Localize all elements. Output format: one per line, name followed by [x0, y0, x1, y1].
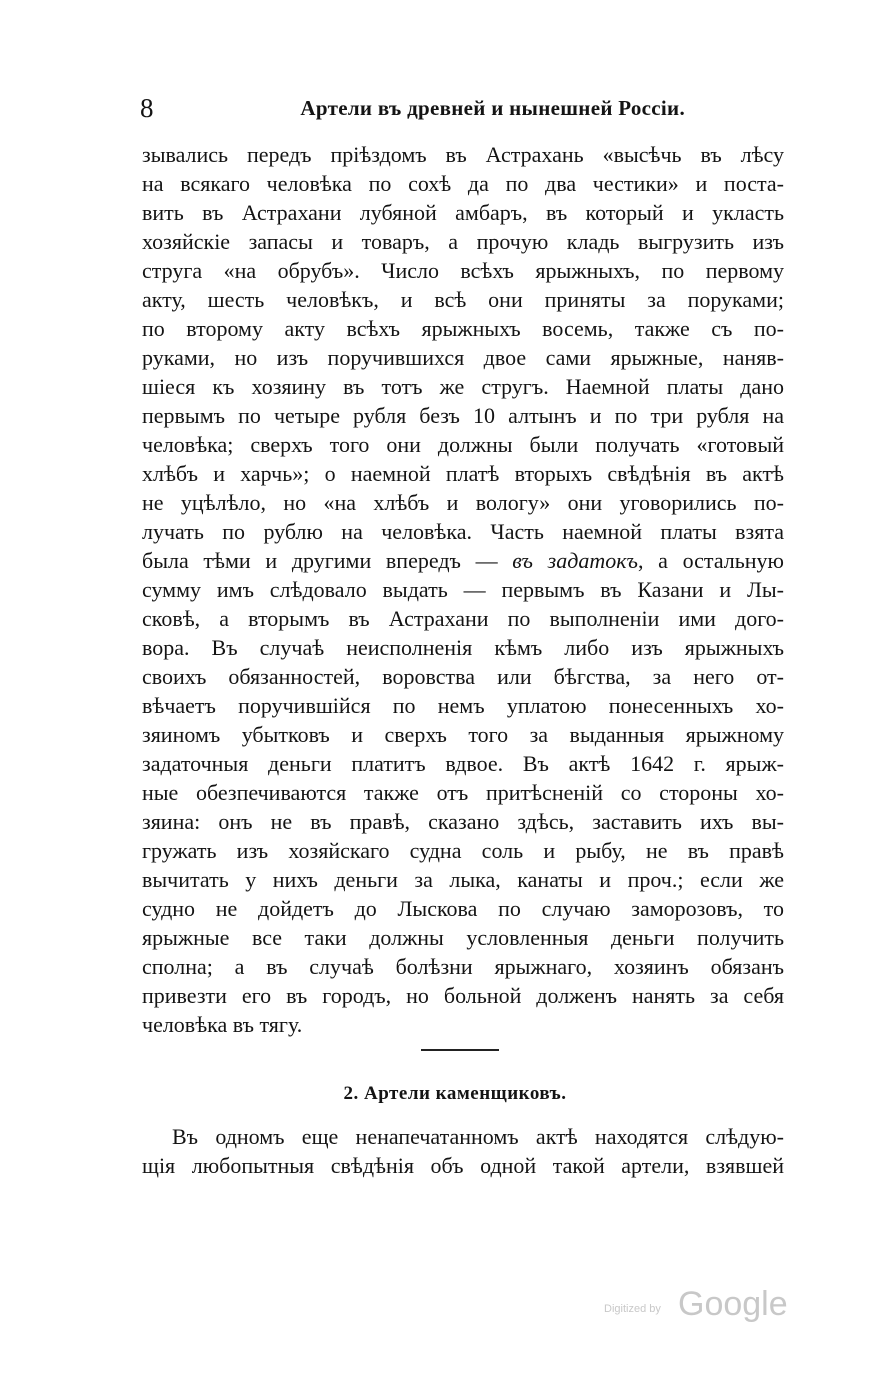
- text-line: своихъ обязанностей, воровства или бѣгства, за него от-: [142, 664, 784, 689]
- text-line: на всякаго человѣка по сохѣ да по два честики» и поста-: [142, 171, 784, 196]
- text-line: хлѣбъ и харчь»; о наемной платѣ вторыхъ свѣдѣнiя въ актѣ: [142, 461, 784, 486]
- text-line: привезти его въ городъ, но больной долженъ нанять за себя: [142, 983, 784, 1008]
- text-line: человѣка; сверхъ того они должны были получать «готовый: [142, 432, 784, 457]
- running-head: Артели въ древней и нынешней Россiи.: [300, 96, 685, 120]
- section-paragraph: [142, 1122, 784, 1180]
- text-line: человѣка въ тягу.: [142, 1012, 303, 1037]
- text-line: струга «на обрубъ». Число всѣхъ ярыжныхъ, по первому: [142, 258, 784, 283]
- text-line: акту, шесть человѣкъ, и всѣ они приняты за поруками;: [142, 287, 784, 312]
- text-line: судно не дойдетъ до Лыскова по случаю заморозовъ, то: [142, 896, 784, 921]
- italic-phrase: въ задатокъ: [512, 548, 638, 573]
- watermark-brand-logo: Google: [678, 1285, 788, 1323]
- text-line: лучать по рублю на человѣка. Часть наемной платы взята: [142, 519, 784, 544]
- text-line: зывались передъ прiѣздомъ въ Астрахань «высѣчь въ лѣсу: [142, 142, 784, 167]
- page-header: [140, 90, 685, 126]
- digitized-watermark: [604, 1284, 794, 1328]
- text-line: вѣчаетъ поручившiйся по немъ уплатою понесенныхъ хо-: [142, 693, 784, 718]
- text-line: сполна; а въ случаѣ болѣзни ярыжнаго, хозяинъ обязанъ: [142, 954, 784, 979]
- page-number: 8: [140, 93, 154, 123]
- text-segment: , а остальную: [637, 548, 784, 573]
- text-line: хозяйскiе запасы и товаръ, а прочую кладь выгрузить изъ: [142, 229, 784, 254]
- text-line: Въ одномъ еще ненапечатанномъ актѣ находятся слѣдую-: [172, 1124, 784, 1149]
- text-line: по второму акту всѣхъ ярыжныхъ восемь, также съ по-: [142, 316, 784, 341]
- text-line: ярыжные все таки должны условленныя деньги получить: [142, 925, 784, 950]
- text-line: ные обезпечиваются также отъ притѣсненiй со стороны хо-: [142, 780, 784, 805]
- text-line: гружать изъ хозяйскаго судна соль и рыбу, не въ правѣ: [142, 838, 784, 863]
- text-line: зяиномъ убытковъ и сверхъ того за выданныя ярыжному: [142, 722, 784, 747]
- text-line: зяина: онъ не въ правѣ, сказано здѣсь, заставить ихъ вы-: [142, 809, 784, 834]
- section-heading: 2. Артели каменщиковъ.: [343, 1083, 567, 1104]
- text-line: сумму имъ слѣдовало выдать — первымъ въ Казани и Лы-: [142, 577, 784, 602]
- text-line: не уцѣлѣло, но «на хлѣбъ и вологу» они уговорились по-: [142, 490, 784, 515]
- section-divider: [421, 1049, 499, 1051]
- text-line: вора. Въ случаѣ неисполненiя кѣмъ либо изъ ярыжныхъ: [142, 635, 784, 660]
- text-line: первымъ по четыре рубля безъ 10 алтынъ и по три рубля на: [142, 403, 784, 428]
- main-paragraph: [142, 140, 784, 1039]
- text-line: шiеся къ хозяину въ тотъ же стругъ. Наемной платы дано: [142, 374, 784, 399]
- text-line: руками, но изъ поручившихся двое сами ярыжные, наняв-: [142, 345, 784, 370]
- text-line: вычитать у нихъ деньги за лыка, канаты и проч.; если же: [142, 867, 784, 892]
- watermark-prefix: Digitized by: [604, 1303, 661, 1315]
- text-segment: была тѣми и другими впередъ —: [142, 548, 498, 573]
- text-line: щiя любопытныя свѣдѣнiя объ одной такой артели, взявшей: [142, 1153, 784, 1178]
- text-line-with-italic: [142, 546, 784, 575]
- text-line: вить въ Астрахани лубяной амбаръ, въ который и укласть: [142, 200, 784, 225]
- text-line: задаточныя деньги платитъ вдвое. Въ актѣ 1642 г. ярыж-: [142, 751, 784, 776]
- text-line: сковѣ, а вторымъ въ Астрахани по выполненiи ими дого-: [142, 606, 784, 631]
